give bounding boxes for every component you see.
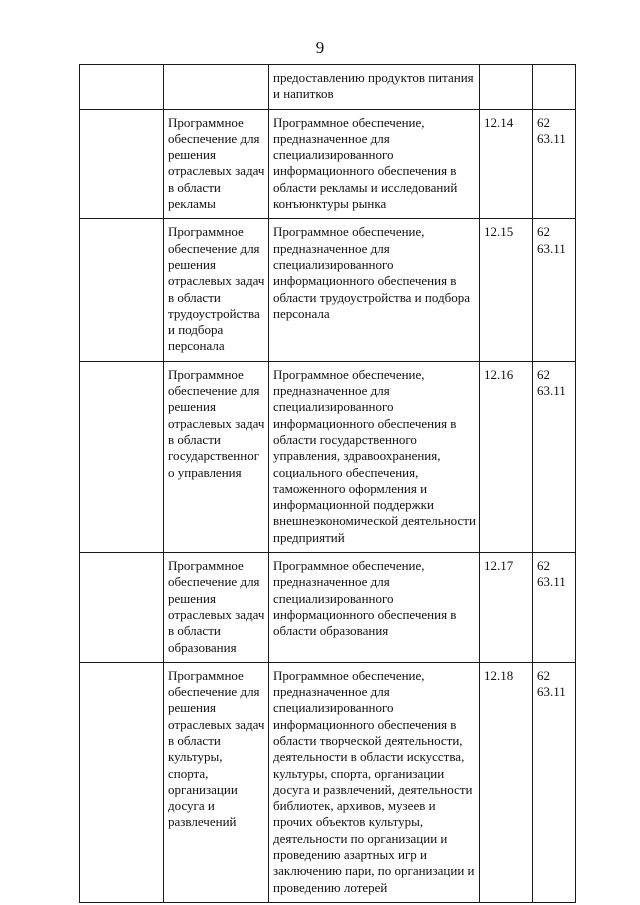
- category-description-cell: Программное обеспечение, предназначенное для специализированного информационного обеспечения в области образования: [269, 553, 480, 663]
- software-classification-table: [79, 64, 576, 903]
- okved-codes-cell: [533, 361, 576, 552]
- okved-code: 62: [537, 667, 550, 683]
- okved-code: 63.11: [537, 240, 566, 256]
- okved-codes-cell: [533, 662, 576, 902]
- row-blank-cell: [80, 65, 164, 110]
- category-name-cell: Программное обеспечение для решения отраслевых задач в области образования: [164, 553, 269, 663]
- category-code-cell: 12.18: [480, 662, 533, 902]
- category-code-cell: 12.14: [480, 109, 533, 219]
- category-name-cell: Программное обеспечение для решения отраслевых задач в области государственного управления: [164, 361, 269, 552]
- category-name-cell: Программное обеспечение для решения отраслевых задач в области культуры, спорта, организации досуга и развлечений: [164, 662, 269, 902]
- category-description-cell: Программное обеспечение, предназначенное для специализированного информационного обеспечения в области государственного управления, здравоохранения, социального обеспечения, таможенного оформления и информационной поддержки внешнеэкономической деятельности предприятий: [269, 361, 480, 552]
- row-blank-cell: [80, 662, 164, 902]
- table-row: [80, 219, 576, 361]
- table-row: [80, 65, 576, 110]
- category-code-cell: 12.16: [480, 361, 533, 552]
- okved-codes-cell: [533, 109, 576, 219]
- okved-code: 62: [537, 114, 550, 130]
- okved-code: 63.11: [537, 130, 566, 146]
- row-blank-cell: [80, 553, 164, 663]
- table-row: [80, 662, 576, 902]
- category-description-cell: предоставлению продуктов питания и напитков: [269, 65, 480, 110]
- okved-code: 63.11: [537, 383, 566, 399]
- category-code-cell: 12.17: [480, 553, 533, 663]
- okved-code: 62: [537, 558, 550, 574]
- table-row: [80, 361, 576, 552]
- row-blank-cell: [80, 109, 164, 219]
- row-blank-cell: [80, 361, 164, 552]
- category-description-cell: Программное обеспечение, предназначенное для специализированного информационного обеспечения в области рекламы и исследований конъюнктуры рынка: [269, 109, 480, 219]
- category-description-cell: Программное обеспечение, предназначенное для специализированного информационного обеспечения в области творческой деятельности, деятельности в области искусства, культуры, спорта, организации досуга и развлечений, деятельности библиотек, архивов, музеев и прочих объектов культуры, деятельности по организации и проведению азартных игр и заключению пари, по организации и проведению лотерей: [269, 662, 480, 902]
- table-row: [80, 553, 576, 663]
- okved-code: 62: [537, 224, 550, 240]
- okved-code: 62: [537, 366, 550, 382]
- category-name-cell: [164, 65, 269, 110]
- page-number: 9: [315, 38, 325, 57]
- okved-codes-cell: [533, 65, 576, 110]
- okved-codes-cell: [533, 219, 576, 361]
- table-row: [80, 109, 576, 219]
- category-code-cell: [480, 65, 533, 110]
- category-code-cell: 12.15: [480, 219, 533, 361]
- row-blank-cell: [80, 219, 164, 361]
- okved-code: 63.11: [537, 684, 566, 700]
- category-description-cell: Программное обеспечение, предназначенное для специализированного информационного обеспечения в области трудоустройства и подбора персонала: [269, 219, 480, 361]
- category-name-cell: Программное обеспечение для решения отраслевых задач в области трудоустройства и подбора персонала: [164, 219, 269, 361]
- okved-code: 63.11: [537, 574, 566, 590]
- category-name-cell: Программное обеспечение для решения отраслевых задач в области рекламы: [164, 109, 269, 219]
- okved-codes-cell: [533, 553, 576, 663]
